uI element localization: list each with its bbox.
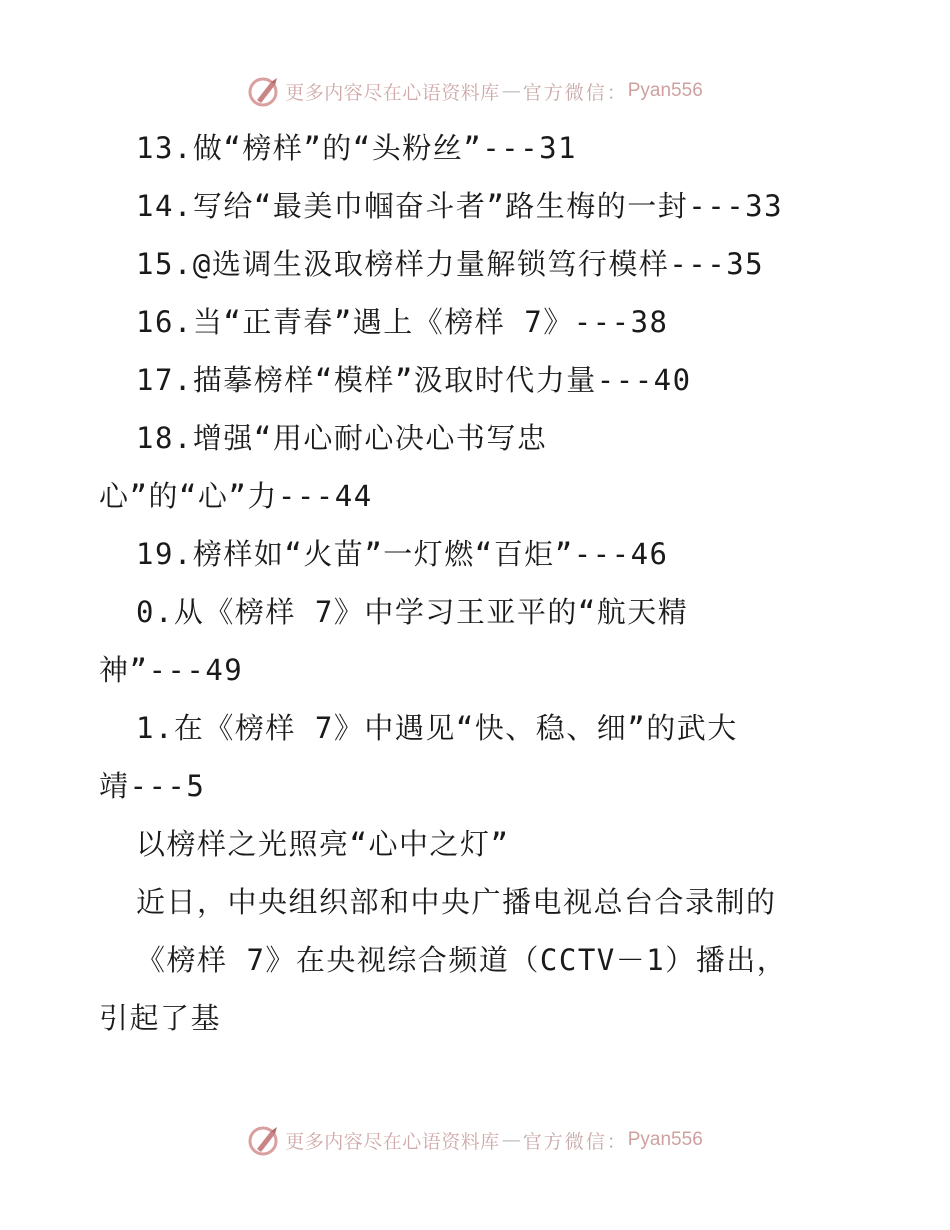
watermark-wechat-label: 官方微信： [522, 81, 628, 104]
pen-logo-icon [247, 74, 281, 108]
paragraph-line: 引起了基 [99, 1001, 222, 1035]
toc-entry-18: 18.增强“用心耐心决心书写忠 [136, 421, 548, 455]
watermark-separator: — [501, 1129, 521, 1151]
toc-entry-13: 13.做“榜样”的“头粉丝”---31 [136, 131, 578, 165]
toc-entry-14: 14.写给“最美巾帼奋斗者”路生梅的一封---33 [136, 189, 784, 223]
article-title: 以榜样之光照亮“心中之灯” [136, 827, 510, 861]
watermark-separator: — [501, 80, 521, 102]
toc-entry-17: 17.描摹榜样“模样”汲取时代力量---40 [136, 363, 692, 397]
toc-entry-20: 0.从《榜样 7》中学习王亚平的“航天精 [136, 595, 689, 629]
toc-entry-20-cont: 神”---49 [99, 653, 244, 687]
paragraph-line: 《榜样 7》在央视综合频道（CCTV－1）播出， [136, 943, 788, 977]
toc-entry-21-cont: 靖---5 [99, 769, 206, 803]
pen-logo-icon [247, 1123, 281, 1157]
watermark-wechat-label: 官方微信： [522, 1130, 628, 1153]
toc-entry-19: 19.榜样如“火苗”一灯燃“百炬”---46 [136, 537, 669, 571]
watermark-brand: 更多内容尽在心语资料库 [285, 81, 500, 104]
footer-watermark [0, 1120, 950, 1160]
header-watermark [0, 71, 950, 111]
watermark-wechat-id: Pyan556 [627, 80, 703, 101]
toc-entry-18-cont: 心”的“心”力---44 [99, 479, 373, 513]
toc-entry-16: 16.当“正青春”遇上《榜样 7》---38 [136, 305, 669, 339]
watermark-brand: 更多内容尽在心语资料库 [285, 1130, 500, 1153]
watermark-wechat-id: Pyan556 [627, 1129, 703, 1150]
document-body [0, 118, 950, 1068]
toc-entry-21: 1.在《榜样 7》中遇见“快、稳、细”的武大 [136, 711, 738, 745]
paragraph-line: 近日，中央组织部和中央广播电视总台合录制的 [136, 885, 777, 919]
toc-entry-15: 15.@选调生汲取榜样力量解锁笃行模样---35 [136, 247, 765, 281]
